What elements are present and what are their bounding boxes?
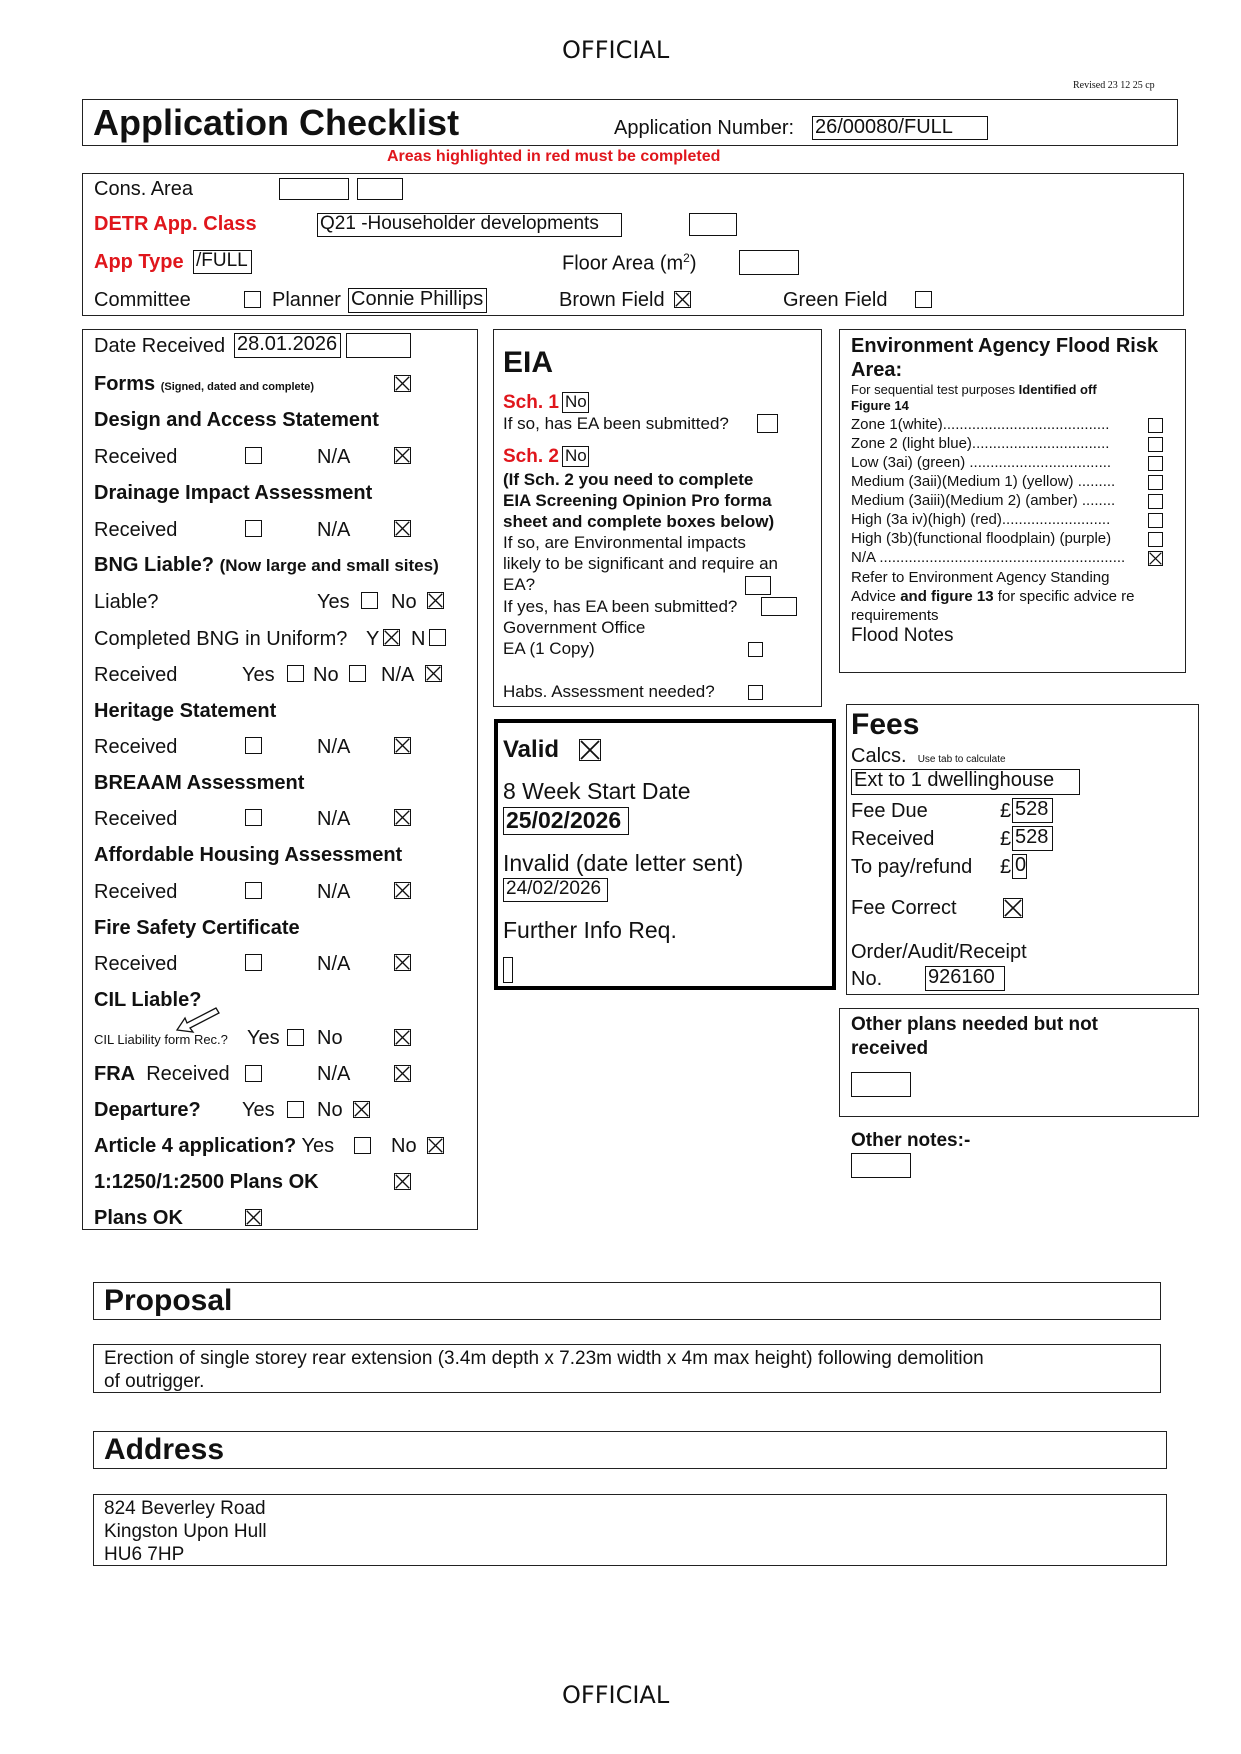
sch1-submitted-checkbox[interactable] [757,414,778,433]
checkmark-cross-icon [395,810,410,825]
cil-yes-label: Yes [247,1027,280,1049]
fees-title: Fees [851,708,920,741]
affordable-housing-label: Affordable Housing Assessment [94,844,403,866]
calcs-label: Calcs. Use tab to calculate [851,745,1006,767]
zone1-checkbox[interactable] [1148,418,1163,433]
article4-no-label: No [391,1135,417,1157]
liable-yes-label: Yes [317,591,350,613]
checkmark-cross-icon [675,292,690,307]
plans-1250-label: 1:1250/1:2500 Plans OK [94,1171,319,1193]
sch1-question: If so, has EA been submitted? [503,414,729,433]
detr-extra-field[interactable] [689,213,737,236]
floor-area-field[interactable] [739,250,799,275]
checkmark-cross-icon [354,1102,369,1117]
date-received-extra-field[interactable] [346,333,411,358]
app-type-field[interactable]: /FULL [193,250,252,274]
breeam-received-checkbox[interactable] [245,809,262,826]
cil-liable-label: CIL Liable? [94,989,202,1011]
flood-advice-text: Refer to Environment Agency Standing Advice and figure 13 for specific advice re requirements [851,569,1135,624]
checkmark-cross-icon [395,955,410,970]
eia-title: EIA [503,346,554,379]
dia-na-label: N/A [317,519,351,541]
bng-rec-yes-checkbox[interactable] [287,665,304,682]
sch1-field[interactable]: No [562,392,589,413]
other-notes-label: Other notes:- [851,1130,971,1151]
week-start-label: 8 Week Start Date [503,778,691,804]
official-marking-bottom: OFFICIAL [562,1681,670,1709]
dia-received-checkbox[interactable] [245,520,262,537]
application-number-label: Application Number: [614,117,795,139]
flood-figure-ref: Figure 14 [851,398,909,413]
plans-ok-checkbox[interactable] [245,1209,262,1226]
ea-submitted-question: If yes, has EA been submitted? [503,597,738,616]
heritage-na-label: N/A [317,736,351,758]
brown-field-checkbox[interactable] [674,291,691,308]
uniform-y-label: Y [366,628,380,650]
fra-row: FRA Received [94,1063,230,1085]
departure-no-label: No [317,1099,343,1121]
bng-rec-yes-label: Yes [242,664,275,686]
checkmark-cross-icon [395,376,410,391]
plans-1250-checkbox[interactable] [394,1173,411,1190]
cons-area-label: Cons. Area [94,178,193,200]
bng-rec-no-label: No [313,664,339,686]
fee-correct-checkbox[interactable] [1003,898,1023,918]
green-field-label: Green Field [783,289,888,311]
zone2-checkbox[interactable] [1148,437,1163,452]
functional-floodplain-checkbox[interactable] [1148,532,1163,547]
ea-copy-label: EA (1 Copy) [503,639,595,658]
habs-assessment-checkbox[interactable] [748,685,763,700]
further-info-field[interactable] [503,957,513,983]
required-notice: Areas highlighted in red must be completed [387,148,721,165]
breeam-received-label: Received [94,808,178,830]
planner-label: Planner [272,289,341,311]
fee-due-label: Fee Due [851,800,928,822]
valid-checkbox[interactable] [579,739,601,761]
cil-no-checkbox[interactable] [394,1029,411,1046]
address-heading-box [93,1431,1167,1469]
government-office-label: Government Office [503,618,646,637]
to-pay-label: To pay/refund [851,856,973,878]
official-marking-top: OFFICIAL [562,36,670,64]
bng-uniform-label: Completed BNG in Uniform? [94,628,348,650]
affordable-na-label: N/A [317,881,351,903]
checkmark-cross-icon [395,883,410,898]
uniform-n-label: N [411,628,426,650]
bng-received-label: Received [94,664,178,686]
week-start-date-field[interactable]: 25/02/2026 [503,807,629,835]
heritage-received-checkbox[interactable] [245,737,262,754]
forms-label: Forms (Signed, dated and complete) [94,373,315,395]
date-received-label: Date Received [94,335,226,357]
committee-checkbox[interactable] [244,291,261,308]
to-pay-field[interactable]: 0 [1012,854,1027,879]
drainage-label: Drainage Impact Assessment [94,482,373,504]
checkmark-cross-icon [428,593,443,608]
brown-field-label: Brown Field [559,289,665,311]
fee-correct-label: Fee Correct [851,897,957,919]
order-audit-label: Order/Audit/Receipt [851,941,1027,963]
ea-significant-checkbox[interactable] [745,576,771,595]
departure-no-checkbox[interactable] [353,1101,370,1118]
heritage-received-label: Received [94,736,178,758]
other-plans-field[interactable] [851,1072,911,1097]
other-notes-field[interactable] [851,1153,911,1178]
invalid-date-field[interactable]: 24/02/2026 [503,878,608,902]
das-received-checkbox[interactable] [245,447,262,464]
flood-na-checkbox[interactable] [1148,551,1163,566]
flood-notes-label: Flood Notes [851,625,954,646]
liable-label: Liable? [94,591,159,613]
revision-note: Revised 23 12 25 cp [1073,80,1155,91]
liable-no-checkbox[interactable] [427,592,444,609]
liable-yes-checkbox[interactable] [361,592,378,609]
medium2-checkbox[interactable] [1148,494,1163,509]
fire-received-checkbox[interactable] [245,954,262,971]
article4-no-checkbox[interactable] [427,1137,444,1154]
flood-zone-list: Zone 1(white)........................................ Zone 2 (light blue)................................. Low (3ai) (green) .................................. Medium (3aii)(Medium 1) (yellow) ......... Medium (3aiii)(Medium 2) (amber) ........ High (3a iv)(high) (red).......................... High (3b)(functional floodplain) (purple) N/A ........................................................... [851,416,1126,566]
detr-app-class-field[interactable]: Q21 -Householder developments [317,213,622,237]
address-heading: Address [104,1433,225,1466]
breeam-label: BREAAM Assessment [94,772,305,794]
flood-sequential-note: For sequential test purposes Identified off [851,382,1097,397]
plans-ok-label: Plans OK [94,1207,183,1229]
floor-area-label: Floor Area $(m^2)$ [562,251,697,275]
app-type-label: App Type [94,251,184,273]
planner-field[interactable]: Connie Phillips [348,288,487,313]
cons-area-field-1[interactable] [279,178,349,200]
checkmark-cross-icon [395,1066,410,1081]
heritage-label: Heritage Statement [94,700,277,722]
other-plans-label: Other plans needed but not received [851,1014,1099,1059]
sch2-label: Sch. 2 [503,446,559,467]
cil-yes-checkbox[interactable] [287,1029,304,1046]
eia-impacts-question: If so, are Environmental impacts likely to be significant and require an EA? [503,533,778,594]
sch2-field[interactable]: No [562,446,589,467]
breeam-na-checkbox[interactable] [394,809,411,826]
fee-calculation-field[interactable]: Ext to 1 dwellinghouse [851,769,1080,795]
proposal-heading: Proposal [104,1284,233,1317]
checkmark-cross-icon [395,448,410,463]
affordable-received-checkbox[interactable] [245,882,262,899]
cil-form-label: CIL Liability form Rec.? [94,1032,228,1047]
proposal-description: Erection of single storey rear extension (3.4m depth x 7.23m width x 4m max height) following demolition of outrigger. [104,1348,984,1392]
habs-assessment-label: Habs. Assessment needed? [503,682,715,701]
article4-row: Article 4 application? Yes [94,1135,335,1157]
checkmark-cross-icon [1004,899,1022,917]
valid-label: Valid [503,736,560,763]
article4-yes-checkbox[interactable] [354,1137,371,1154]
das-received-label: Received [94,446,178,468]
proposal-heading-box [93,1282,1161,1320]
breeam-na-label: N/A [317,808,351,830]
green-field-checkbox[interactable] [915,291,932,308]
further-info-label: Further Info Req. [503,917,677,943]
fee-due-currency: £ [1000,800,1012,822]
das-na-label: N/A [317,446,351,468]
forms-checkbox[interactable] [394,375,411,392]
liable-no-label: No [391,591,417,613]
checkmark-cross-icon [426,666,441,681]
checkmark-cross-icon [395,1030,410,1045]
medium1-checkbox[interactable] [1148,475,1163,490]
departure-yes-checkbox[interactable] [287,1101,304,1118]
page-title: Application Checklist [93,102,460,143]
low-risk-checkbox[interactable] [1148,456,1163,471]
fee-received-label: Received [851,828,935,850]
eia-screening-instructions: (If Sch. 2 you need to complete EIA Screening Opinion Pro forma sheet and complete boxes below) [503,470,775,531]
ea-copy-checkbox[interactable] [748,642,763,657]
departure-yes-label: Yes [242,1099,275,1121]
to-pay-currency: £ [1000,856,1012,878]
fire-received-label: Received [94,953,178,975]
fire-na-checkbox[interactable] [394,954,411,971]
affordable-received-label: Received [94,881,178,903]
receipt-no-label: No. [851,968,883,990]
uniform-n-checkbox[interactable] [429,629,446,646]
application-number-field[interactable]: 26/00080/FULL [812,116,988,140]
fee-received-field[interactable]: 528 [1012,826,1053,851]
bng-label: BNG Liable? (Now large and small sites) [94,554,439,576]
uniform-y-checkbox[interactable] [383,629,400,646]
checkmark-cross-icon [246,1210,261,1225]
checkmark-cross-icon [395,1174,410,1189]
flood-risk-title: Environment Agency Flood Risk Area: [851,335,1159,381]
fra-na-label: N/A [317,1063,351,1085]
ea-submitted-checkbox[interactable] [761,597,797,616]
fee-received-currency: £ [1000,828,1012,850]
cons-area-field-2[interactable] [357,178,403,200]
checkmark-cross-icon [395,521,410,536]
heritage-na-checkbox[interactable] [394,737,411,754]
dia-na-checkbox[interactable] [394,520,411,537]
arrow-annotation-icon [174,1004,222,1034]
address-lines: 824 Beverley Road Kingston Upon Hull HU6 7HP [104,1498,267,1565]
date-received-field[interactable]: 28.01.2026 [234,333,341,358]
fee-due-field[interactable]: 528 [1012,798,1053,823]
affordable-na-checkbox[interactable] [394,882,411,899]
cil-no-label: No [317,1027,343,1049]
design-access-label: Design and Access Statement [94,409,379,431]
checkmark-cross-icon [428,1138,443,1153]
das-na-checkbox[interactable] [394,447,411,464]
fra-na-checkbox[interactable] [394,1065,411,1082]
dia-received-label: Received [94,519,178,541]
checkmark-cross-icon [1149,552,1162,565]
fra-received-checkbox[interactable] [245,1065,262,1082]
bng-rec-no-checkbox[interactable] [349,665,366,682]
invalid-label: Invalid (date letter sent) [503,850,744,876]
fire-safety-label: Fire Safety Certificate [94,917,300,939]
checkmark-cross-icon [580,740,600,760]
bng-rec-na-checkbox[interactable] [425,665,442,682]
receipt-number-field[interactable]: 926160 [925,966,1005,991]
detr-app-class-label: DETR App. Class [94,213,257,235]
bng-rec-na-label: N/A [381,664,415,686]
fire-na-label: N/A [317,953,351,975]
committee-label: Committee [94,289,191,311]
checkmark-cross-icon [395,738,410,753]
departure-label: Departure? [94,1099,201,1121]
checkmark-cross-icon [384,630,399,645]
sch1-label: Sch. 1 [503,392,559,413]
high-risk-checkbox[interactable] [1148,513,1163,528]
